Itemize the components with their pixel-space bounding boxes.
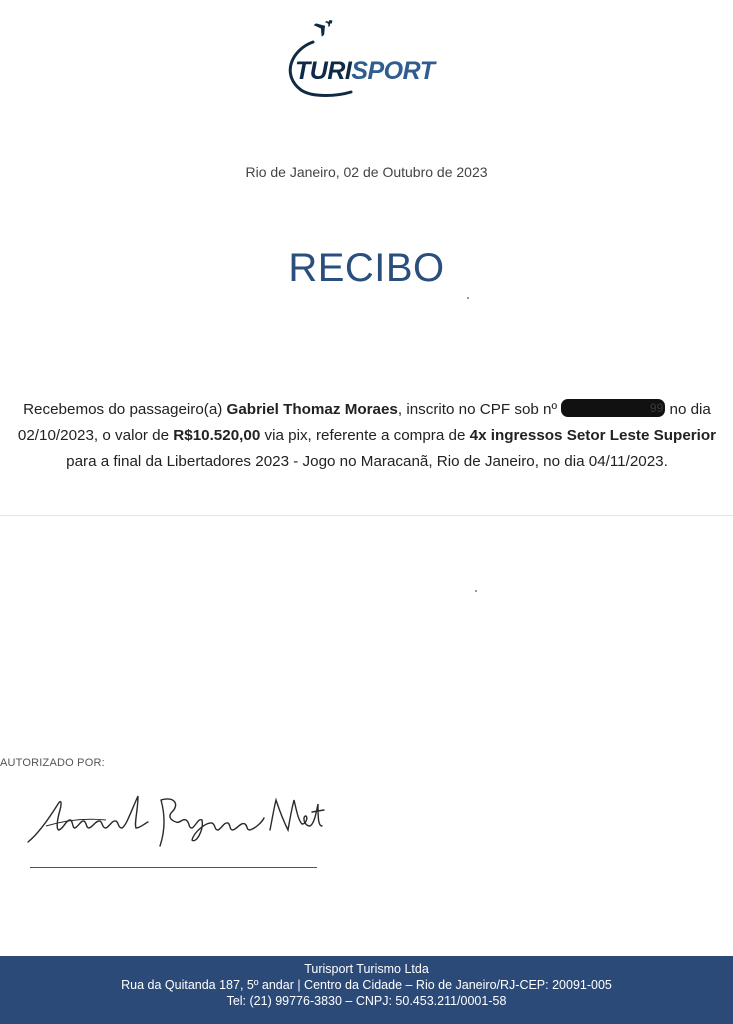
section-divider — [0, 515, 733, 516]
logo-wordmark — [295, 56, 435, 86]
handwritten-signature — [26, 790, 326, 850]
authorized-by-label: AUTORIZADO POR: — [0, 757, 105, 769]
body-text-4: via pix, referente a compra de — [260, 427, 470, 444]
page-title: RECIBO — [288, 246, 445, 290]
footer-contact: Tel: (21) 99776-3830 – CNPJ: 50.453.211/0001-58 — [226, 994, 507, 1008]
logo-wordmark-part1: TURI — [295, 57, 352, 85]
body-text-5: para a final da Libertadores 2023 - Jogo no Maracanã, Rio de Janeiro, no dia 04/11/2023. — [66, 453, 668, 470]
body-text-2: , inscrito no CPF sob nº — [397, 401, 562, 418]
stray-dot — [467, 297, 469, 299]
footer — [0, 956, 733, 1024]
logo-wordmark-part2: SPORT — [351, 57, 435, 85]
signature-line — [30, 867, 317, 868]
body-text-1: Recebemos do passageiro(a) — [23, 401, 227, 418]
place-date: Rio de Janeiro, 02 de Outubro de 2023 — [245, 164, 488, 180]
footer-company: Turisport Turismo Ltda — [304, 962, 429, 976]
body-text-3: no dia 02/10/2023, o valor de — [17, 401, 711, 444]
turisport-logo — [283, 20, 453, 98]
amount-value: R$10.520,00 — [173, 427, 261, 444]
receipt-body — [8, 397, 726, 475]
cpf-redaction — [561, 399, 665, 417]
footer-address: Rua da Quitanda 187, 5º andar | Centro da Cidade – Rio de Janeiro/RJ-CEP: 20091-005 — [121, 978, 612, 992]
airplane-icon — [312, 20, 336, 38]
item-description: 4x ingressos Setor Leste Superior — [469, 427, 717, 444]
stray-dot — [475, 590, 477, 592]
passenger-name: Gabriel Thomaz Moraes — [226, 401, 398, 418]
